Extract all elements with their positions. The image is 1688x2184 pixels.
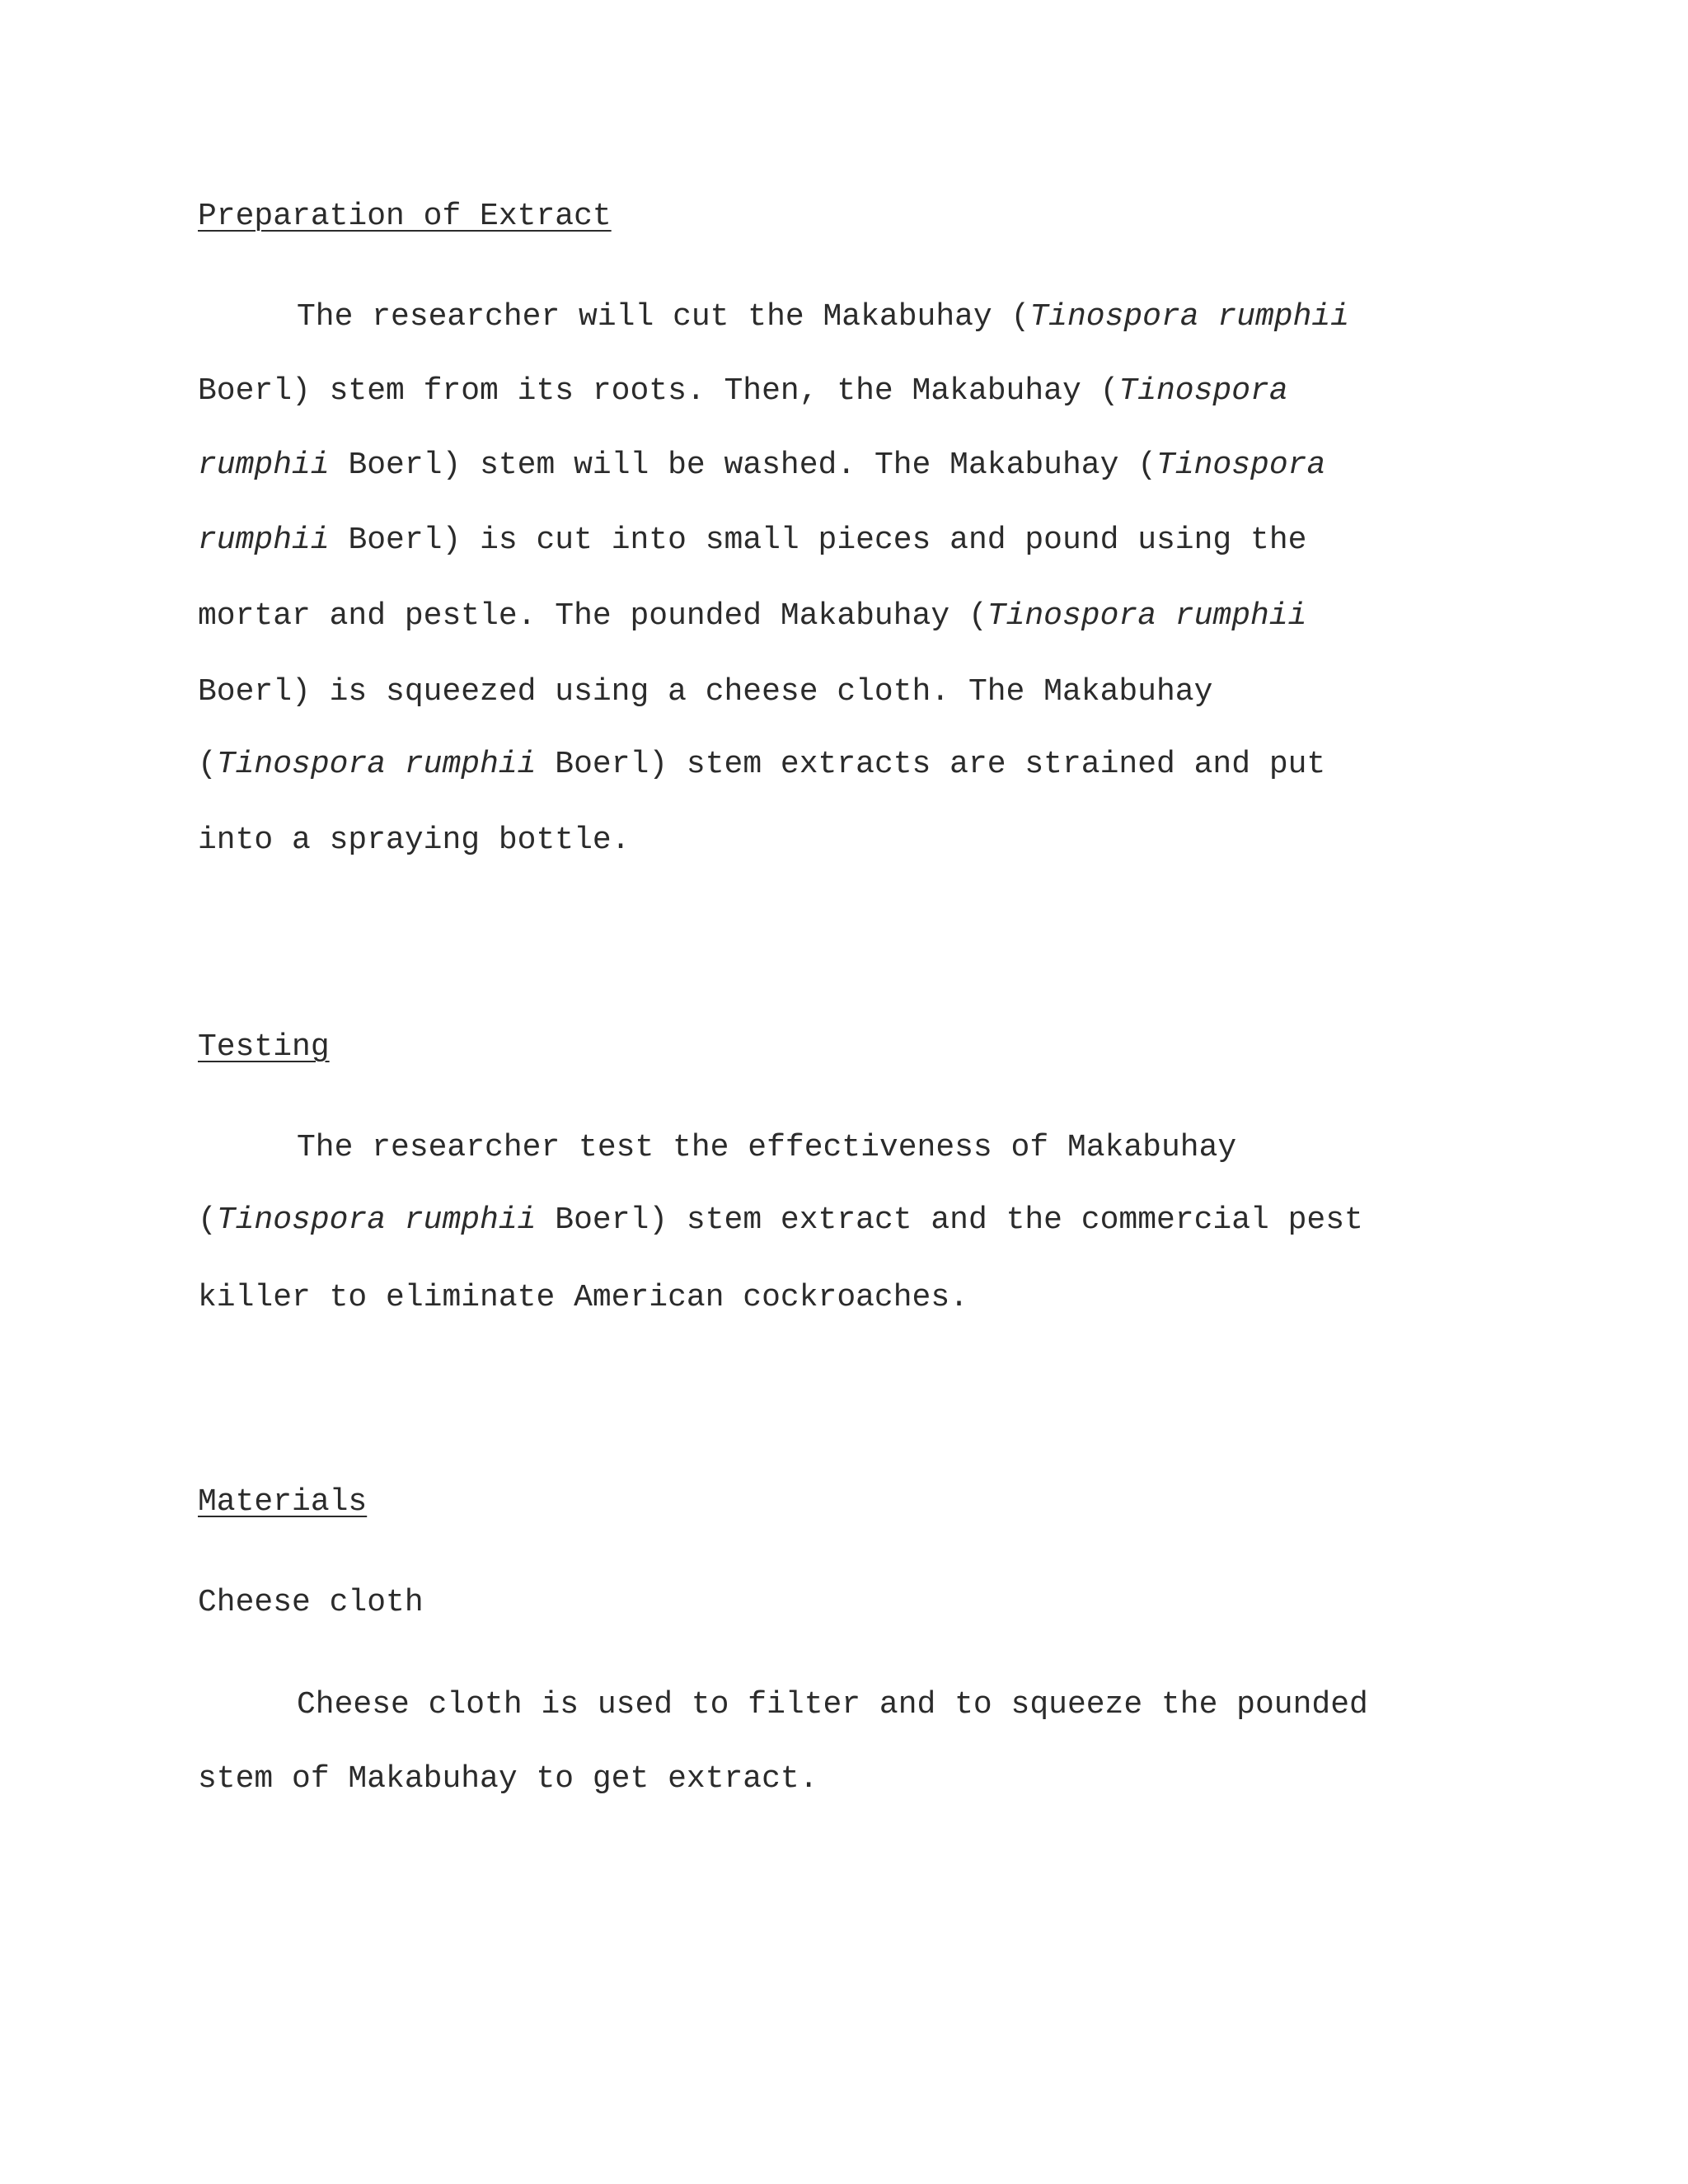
paragraph-line: rumphii Boerl) stem will be washed. The Makabuhay (Tinospora xyxy=(198,448,1326,483)
section-heading-preparation xyxy=(198,198,1517,236)
section-heading-testing xyxy=(198,1029,1517,1066)
section-heading-materials xyxy=(198,1483,1517,1521)
heading-preparation-of-extract: Preparation of Extract xyxy=(198,199,612,234)
paragraph-line: stem of Makabuhay to get extract. xyxy=(198,1761,818,1797)
paragraph-line: Boerl) stem from its roots. Then, the Makabuhay (Tinospora xyxy=(198,373,1288,409)
material-item-title: Cheese cloth xyxy=(198,1585,424,1620)
heading-testing: Testing xyxy=(198,1029,330,1065)
paragraph-line: (Tinospora rumphii Boerl) stem extracts are strained and put xyxy=(198,747,1326,782)
paragraph-line: Cheese cloth is used to filter and to squeeze the pounded xyxy=(297,1687,1368,1722)
paragraph-line: killer to eliminate American cockroaches. xyxy=(198,1280,968,1315)
paragraph-line: The researcher test the effectiveness of Makabuhay xyxy=(297,1130,1237,1165)
paragraph-line: rumphii Boerl) is cut into small pieces and pound using the xyxy=(198,523,1307,558)
paragraph-line: The researcher will cut the Makabuhay (Tinospora rumphii xyxy=(297,299,1350,335)
paragraph-line: mortar and pestle. The pounded Makabuhay (Tinospora rumphii xyxy=(198,598,1307,634)
paragraph-line: into a spraying bottle. xyxy=(198,823,631,858)
heading-materials: Materials xyxy=(198,1484,368,1520)
paragraph-line: (Tinospora rumphii Boerl) stem extract and the commercial pest xyxy=(198,1202,1363,1238)
paragraph-line: Boerl) is squeezed using a cheese cloth. The Makabuhay xyxy=(198,674,1213,710)
